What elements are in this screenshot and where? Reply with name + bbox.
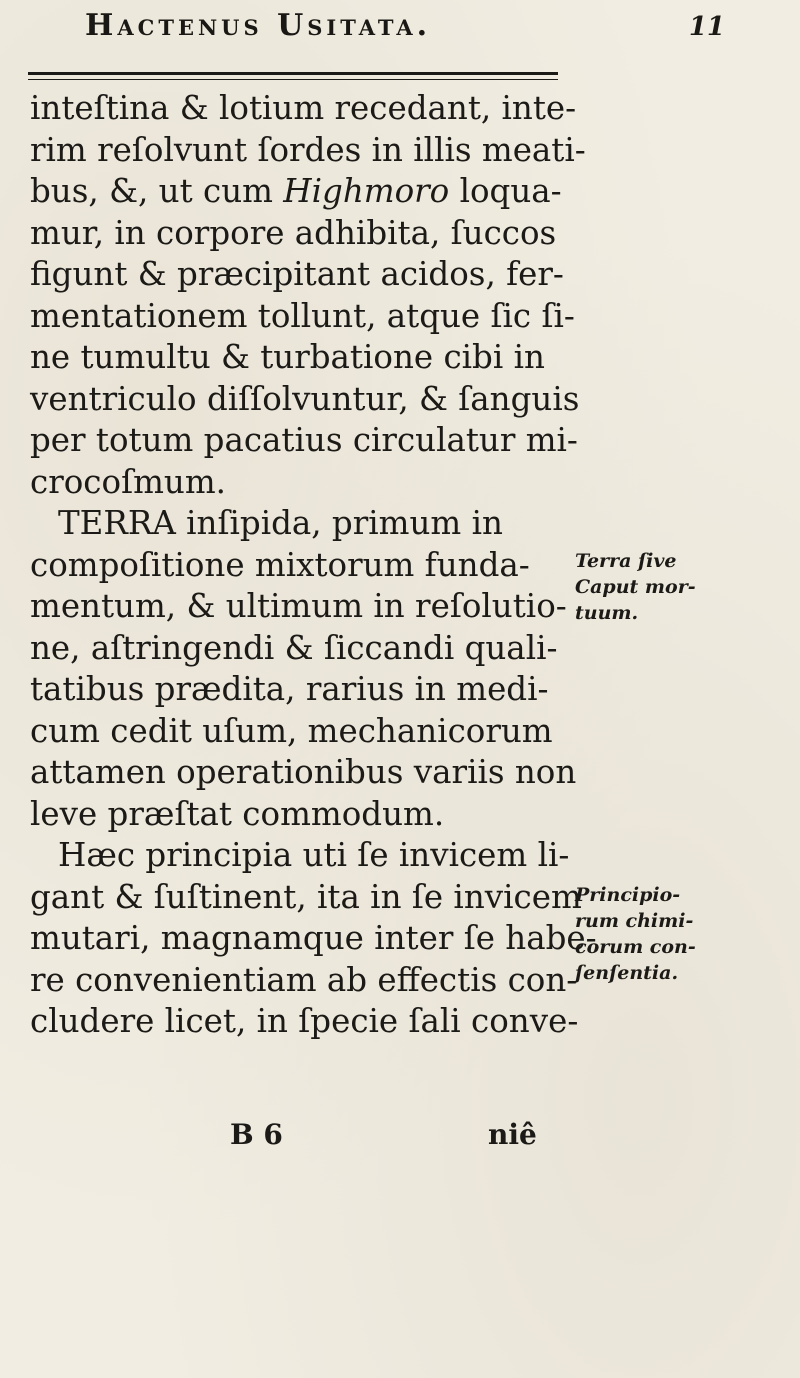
text-line: inteſtina & lotium recedant, inte- bbox=[30, 89, 577, 127]
text-line: TERRA inſipida, primum in bbox=[58, 504, 503, 542]
text-line: crocoſmum. bbox=[30, 462, 226, 501]
margin-note-terra bbox=[575, 548, 755, 626]
body-text bbox=[30, 88, 597, 1043]
text-line: gant & ſuſtinent, ita in ſe invicem bbox=[30, 877, 582, 916]
text-line: figunt & præcipitant acidos, fer- bbox=[30, 255, 564, 293]
margin-note-line: ſenſentia. bbox=[575, 962, 679, 984]
text-line: ne tumultu & turbatione cibi in bbox=[30, 338, 545, 376]
text-line: mutari, magnamque inter ſe habe- bbox=[30, 919, 597, 957]
text-line: cum cedit uſum, mechanicorum bbox=[30, 711, 553, 750]
page-header bbox=[85, 8, 725, 68]
text-line: ventriculo diſſolvuntur, & ſanguis bbox=[30, 379, 580, 418]
text-line: per totum pacatius circulatur mi- bbox=[30, 421, 578, 459]
page-number: 11 bbox=[688, 12, 725, 42]
margin-note-line: rum chimi- bbox=[575, 910, 694, 932]
text-line: mur, in corpore adhibita, ſuccos bbox=[30, 213, 557, 252]
header-rule bbox=[28, 72, 558, 80]
text-segment: loqua- bbox=[449, 172, 562, 210]
text-line: mentum, & ultimum in reſolutio- bbox=[30, 587, 567, 625]
text-line: leve præſtat commodum. bbox=[30, 794, 445, 833]
text-line: compoſitione mixtorum funda- bbox=[30, 545, 530, 584]
margin-note-principia bbox=[575, 882, 755, 986]
text-line: cludere licet, in ſpecie ſali conve- bbox=[30, 1002, 579, 1040]
text-segment: bus, &, ut cum bbox=[30, 172, 284, 210]
margin-note-line: Caput mor- bbox=[575, 576, 696, 598]
text-line: mentationem tollunt, atque ſic ſi- bbox=[30, 296, 575, 335]
catchword: niê bbox=[488, 1118, 537, 1151]
text-line: re convenientiam ab effectis con- bbox=[30, 960, 578, 999]
text-line: rim reſolvunt ſordes in illis meati- bbox=[30, 130, 586, 169]
margin-note-line: corum con- bbox=[575, 936, 696, 958]
text-line: attamen operationibus variis non bbox=[30, 753, 577, 791]
italic-name: Highmoro bbox=[283, 172, 450, 210]
signature-mark: B 6 bbox=[230, 1118, 283, 1151]
running-title: Hactenus Usitata. bbox=[85, 8, 432, 43]
text-line: ne, aſtringendi & ſiccandi quali- bbox=[30, 628, 558, 667]
margin-note-line: tuum. bbox=[575, 602, 639, 624]
margin-note-line: Terra ſive bbox=[575, 550, 677, 572]
text-line bbox=[30, 171, 590, 213]
margin-note-line: Principio- bbox=[575, 884, 681, 906]
text-line: Hæc principia uti ſe invicem li- bbox=[58, 836, 570, 874]
text-line: tatibus prædita, rarius in medi- bbox=[30, 670, 549, 708]
